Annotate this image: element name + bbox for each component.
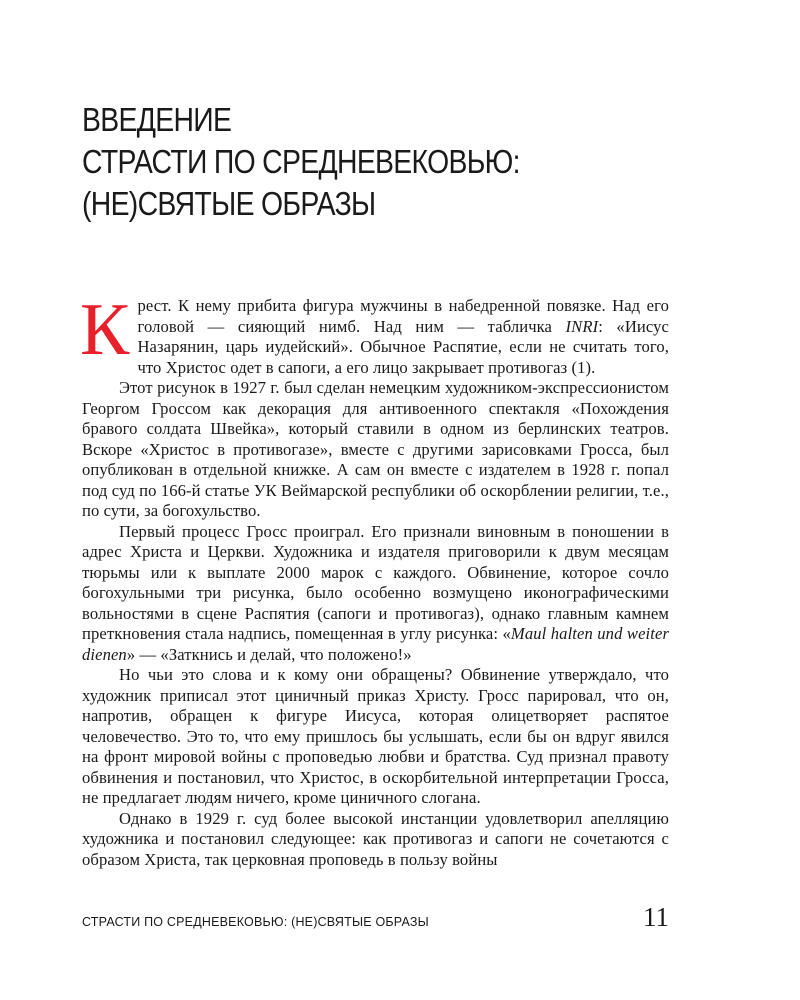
heading-line-2: СТРАСТИ ПО СРЕДНЕВЕКОВЬЮ: [82,143,520,180]
drop-cap: К [80,289,130,371]
inri-inscription: INRI [565,316,599,336]
paragraph-5: Однако в 1929 г. суд более высокой инстанции удовлетворил апелляцию художника и постановил следующее: как противогаз и сапоги не сочетаются с образом Христа, так церковная проповедь в пользу войны [82,808,669,869]
paragraph-3 [82,522,669,666]
paragraph-1-text-a: рест. К нему прибита фигура мужчины в набедренной повязке. Над его головой — сияющий нимб. Над ним — табличка [137,296,669,336]
german-quote: Maul halten und weiter dienen [82,624,669,664]
page-number: 11 [643,902,669,932]
paragraph-1-text-b: : «Иисус Назарянин, царь иудейский». Обычное Распятие, если не считать того, что Христос одет в сапоги, а его лицо закрывает противогаз (1). [137,316,670,377]
paragraph-3-text-a: Первый процесс Гросс проиграл. Его признали виновным в поношении в адрес Христа и Церкви. Художника и издателя приговорили к двум месяцам тюрьмы или к выплате 2000 марок с каждого. Обвинение, которое сочло богохульными три рисунка, было особенно возмущено иконографическими вольностями в сцене Распятия (сапоги и противогаз), однако главным камнем преткновения стала надпись, помещенная в углу рисунка: « [82,521,669,643]
paragraph-4: Но чьи это слова и к кому они обращены? Обвинение утверждало, что художник приписал этот циничный приказ Христу. Гросс парировал, что он, напротив, обращен к фигуре Иисуса, которая олицетворяет распятое человечество. Это то, что ему пришлось бы услышать, если бы он вдруг явился на фронт мировой войны с проповедью любви и братства. Суд признал правоту обвинения и постановил, что Христос, в оскорбительной интерпретации Гросса, не предлагает людям ничего, кроме циничного слогана. [82,665,669,807]
heading-line-1: ВВЕДЕНИЕ [82,101,232,138]
body-text [80,289,670,870]
heading-line-3: (НЕ)СВЯТЫЕ ОБРАЗЫ [82,185,376,222]
paragraph-1 [80,289,670,378]
paragraph-2: Этот рисунок в 1927 г. был сделан немецким художником-экспрессионистом Георгом Гроссом как декорация для антивоенного спектакля «Похождения бравого солдата Швейка», который ставили в одном из берлинских театров. Вскоре «Христос в противогазе», вместе с другими зарисовками Гросса, был опубликован в отдельной книжке. А сам он вместе с издателем в 1928 г. попал под суд по 166-й статье УК Веймарской республики об оскорблении религии, т.е., по сути, за богохульство. [82,378,669,520]
paragraph-3-text-b: » — «Заткнись и делай, что положено!» [126,644,412,664]
chapter-heading [82,99,632,225]
running-footer: СТРАСТИ ПО СРЕДНЕВЕКОВЬЮ: (НЕ)СВЯТЫЕ ОБРАЗЫ [82,915,429,929]
